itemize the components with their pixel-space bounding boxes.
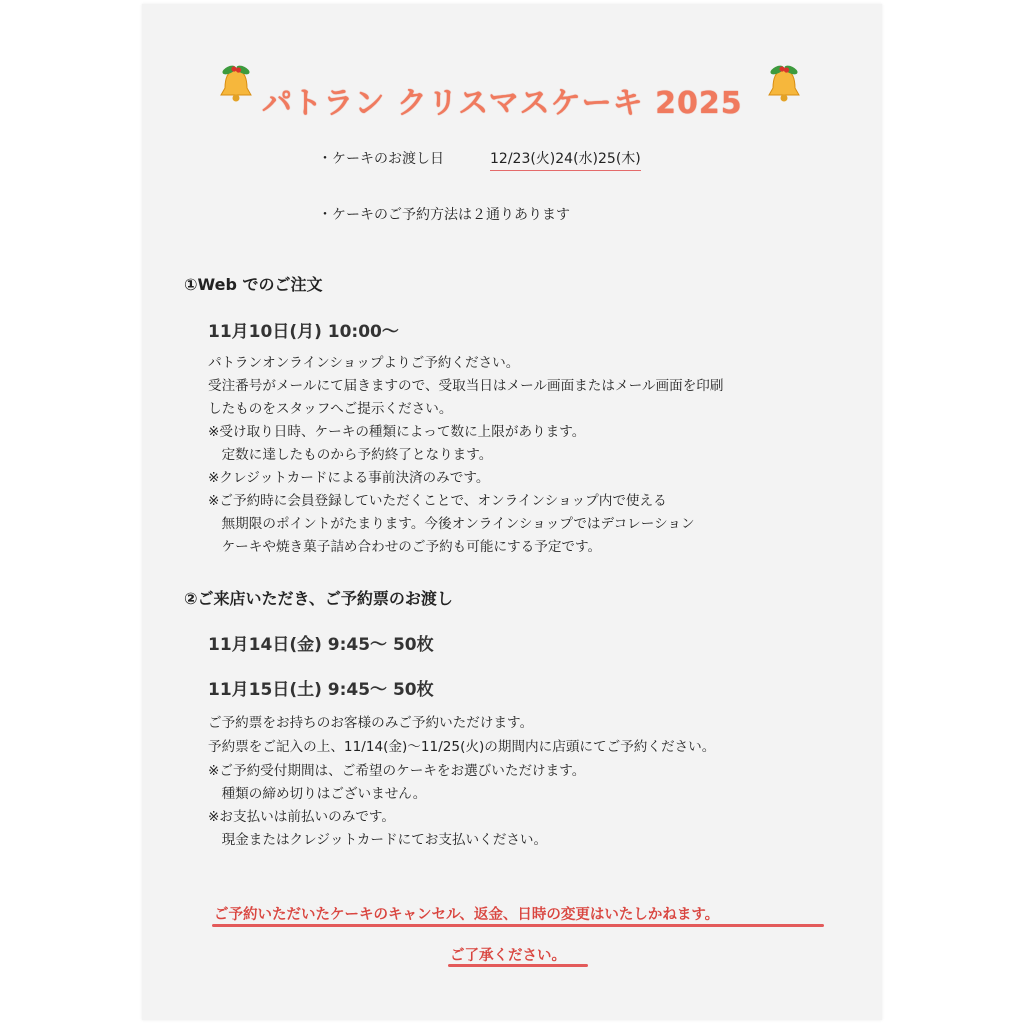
section-heading-store: ②ご来店いただき、ご予約票のお渡し [184,589,453,608]
store-line-5: ※お支払いは前払いのみです。 [208,809,396,825]
web-line-4: ※受け取り日時、ケーキの種類によって数に上限があります。 [208,424,586,440]
delivery-label: ・ケーキのお渡し日 [318,151,444,167]
methods-note: ・ケーキのご予約方法は２通りあります [318,207,570,223]
web-line-1: パトランオンラインショップよりご予約ください。 [208,355,520,371]
web-line-2: 受注番号がメールにて届きますので、受取当日はメール画面またはメール画面を印刷 [208,378,724,394]
page-title: パトラン クリスマスケーキ 2025 [262,86,743,121]
web-line-6: ※クレジットカードによる事前決済のみです。 [208,470,490,486]
thanks-notice: ご了承ください。 [450,948,566,964]
store-date-1: 11月14日(金) 9:45～ 50枚 [208,635,434,655]
section-heading-web: ①Web でのご注文 [184,275,323,294]
web-line-8: 無期限のポイントがたまります。今後オンラインショップではデコレーション [208,516,695,532]
thanks-underline [448,964,588,967]
web-order-date: 11月10日(月) 10:00～ [208,322,399,342]
web-line-7: ※ご予約時に会員登録していただくことで、オンラインショップ内で使える [208,493,667,509]
store-date-2: 11月15日(土) 9:45～ 50枚 [208,680,434,700]
notice-underline [212,924,824,927]
cancellation-notice: ご予約いただいたケーキのキャンセル、返金、日時の変更はいたしかねます。 [214,907,720,923]
store-line-1: ご予約票をお持ちのお客様のみご予約いただけます。 [208,715,534,731]
store-line-6: 現金またはクレジットカードにてお支払いください。 [208,832,548,848]
store-line-2: 予約票をご記入の上、11/14(金)～11/25(火)の期間内に店頭にてご予約ください。 [208,739,716,755]
bell-holly-icon [764,62,804,104]
store-line-4: 種類の締め切りはございません。 [208,786,427,802]
delivery-dates: 12/23(火)24(水)25(木) [490,148,641,171]
bell-holly-icon [216,62,256,104]
web-line-3: したものをスタッフへご提示ください。 [208,401,453,417]
web-line-5: 定数に達したものから予約終了となります。 [208,447,493,463]
web-line-9: ケーキや焼き菓子詰め合わせのご予約も可能にする予定です。 [208,539,602,555]
store-line-3: ※ご予約受付期間は、ご希望のケーキをお選びいただけます。 [208,763,586,779]
